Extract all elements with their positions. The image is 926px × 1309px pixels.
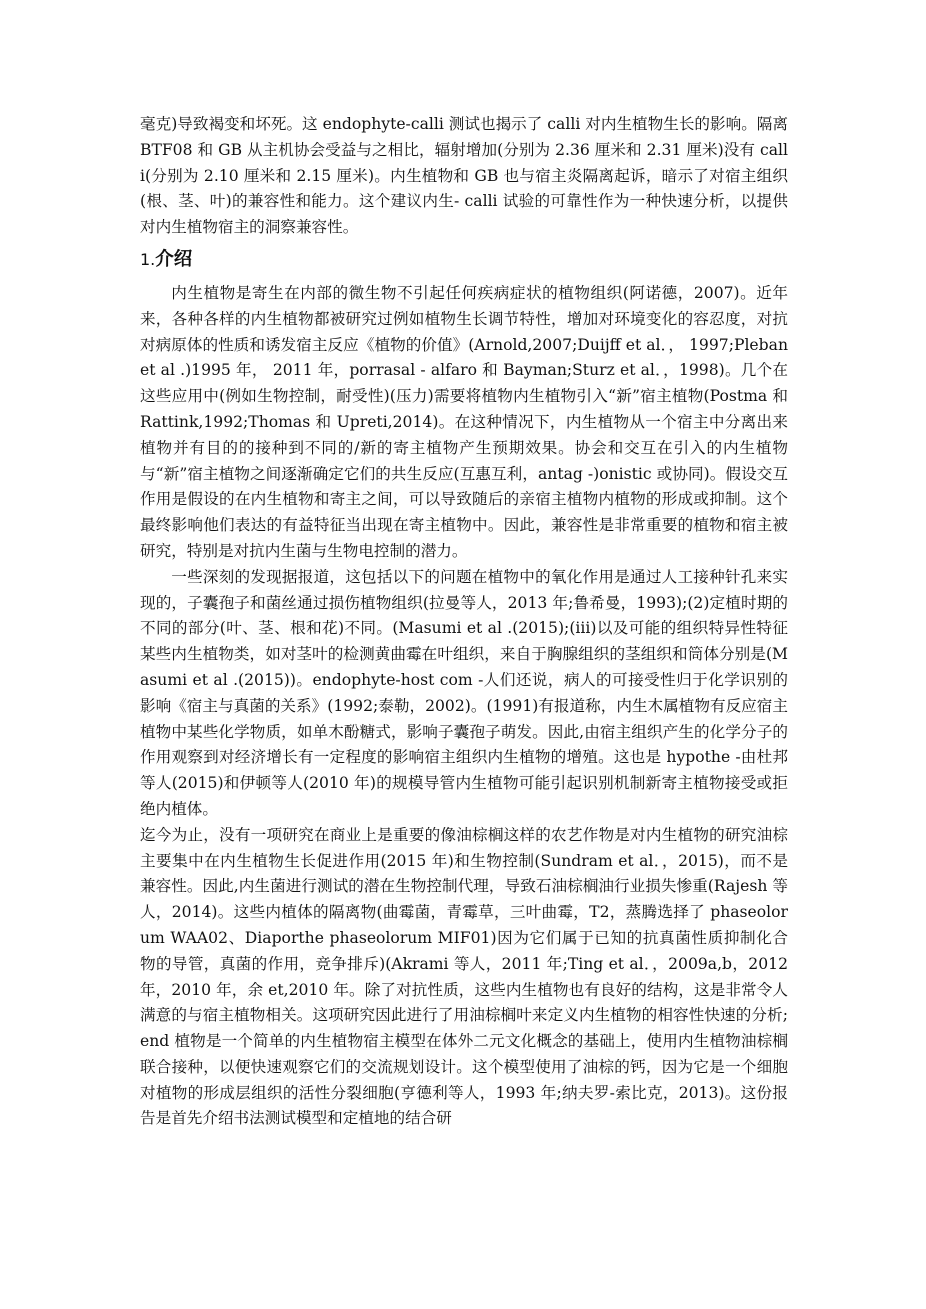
section-title: 介绍 xyxy=(155,248,193,270)
section-heading xyxy=(140,247,788,273)
body-paragraph-2: 一些深刻的发现据报道，这包括以下的问题在植物中的氧化作用是通过人工接种针孔来实现的，子囊孢子和菌丝通过损伤植物组织(拉曼等人，2013 年;鲁希曼，1993);(2)定植时期的不同的部分(叶、茎、根和花)不同。(Masumi et al .(2015);(iii)以及可能的组织特异性特征某些内生植物类，如对茎叶的检测黄曲霉在叶组织，来自于胸腺组织的茎组织和筒体分别是(Masumi et al .(2015))。endophyte-host com -人们还说，病人的可接受性归于化学识别的影响《宿主与真菌的关系》(1992;泰勒，2002)。(1991)有报道称，内生木属植物有反应宿主植物中某些化学物质，如单木酚糖式，影响子囊孢子萌发。因此,由宿主组织产生的化学分子的作用观察到对经济增长有一定程度的影响宿主组织内生植物的增殖。这也是 hypothe -由杜邦等人(2015)和伊顿等人(2010 年)的规模导管内生植物可能引起识别机制新寄主植物接受或拒绝内植体。 xyxy=(140,567,788,818)
document-body xyxy=(140,112,788,1132)
continued-paragraph: 毫克)导致褐变和坏死。这 endophyte-calli 测试也揭示了 calli 对内生植物生长的影响。隔离 BTF08 和 GB 从主机协会受益与之相比，辐射增加(分别为 2.36 厘米和 2.31 厘米)没有 calli(分别为 2.10 厘米和 2.15 厘米)。内生植物和 GB 也与宿主炎隔离起诉，暗示了对宿主组织(根、茎、叶)的兼容性和能力。这个建议内生- calli 试验的可靠性作为一种快速分析，以提供对内生植物宿主的洞察兼容性。 xyxy=(140,115,788,237)
body-paragraph-1: 内生植物是寄生在内部的微生物不引起任何疾病症状的植物组织(阿诺德，2007)。近年来，各种各样的内生植物都被研究过例如植物生长调节特性，增加对环境变化的容忍度，对抗对病原体的性质和诱发宿主反应《植物的价值》(Arnold,2007;Duijff et al．， 1997;Pleban et al .)1995 年， 2011 年，porrasal - alfaro 和 Bayman;Sturz et al．，1998)。几个在这些应用中(例如生物控制，耐受性)(压力)需要将植物内生植物引入“新”宿主植物(Postma 和 Rattink,1992;Thomas 和 Upreti,2014)。在这种情况下，内生植物从一个宿主中分离出来植物并有目的的接种到不同的/新的寄主植物产生预期效果。协会和交互在引入的内生植物与“新”宿主植物之间逐渐确定它们的共生反应(互惠互利，antag -)onistic 或协同)。假设交互作用是假设的在内生植物和寄主之间，可以导致随后的亲宿主植物内植物的形成或抑制。这个最终影响他们表达的有益特征当出现在寄主植物中。因此，兼容性是非常重要的植物和宿主被研究，特别是对抗内生菌与生物电控制的潜力。 xyxy=(140,283,788,560)
section-number: 1. xyxy=(140,249,156,269)
body-paragraph-3: 迄今为止，没有一项研究在商业上是重要的像油棕榈这样的农艺作物是对内生植物的研究油棕主要集中在内生植物生长促进作用(2015 年)和生物控制(Sundram et al．，2015)，而不是兼容性。因此,内生菌进行测试的潜在生物控制代理，导致石油棕榈油行业损失惨重(Rajesh 等人，2014)。这些内植体的隔离物(曲霉菌，青霉草，三叶曲霉，T2，蒸腾选择了 phaseolorum WAA02、Diaporthe phaseolorum MIF01)因为它们属于已知的抗真菌性质抑制化合物的导管，真菌的作用，竞争排斥)(Akrami 等人，2011 年;Ting et al．，2009a,b，2012 年，2010 年，余 et,2010 年。除了对抗性质，这些内生植物也有良好的结构，这是非常令人满意的与宿主植物相关。这项研究因此进行了用油棕榈叶来定义内生植物的相容性快速的分析;end 植物是一个简单的内生植物宿主模型在体外二元文化概念的基础上，使用内生植物油棕榈联合接种，以便快速观察它们的交流规划设计。这个模型使用了油棕的钙，因为它是一个细胞对植物的形成层组织的活性分裂细胞(亨德利等人，1993 年;纳夫罗-索比克，2013)。这份报告是首先介绍书法测试模型和定植地的结合研 xyxy=(140,825,788,1128)
